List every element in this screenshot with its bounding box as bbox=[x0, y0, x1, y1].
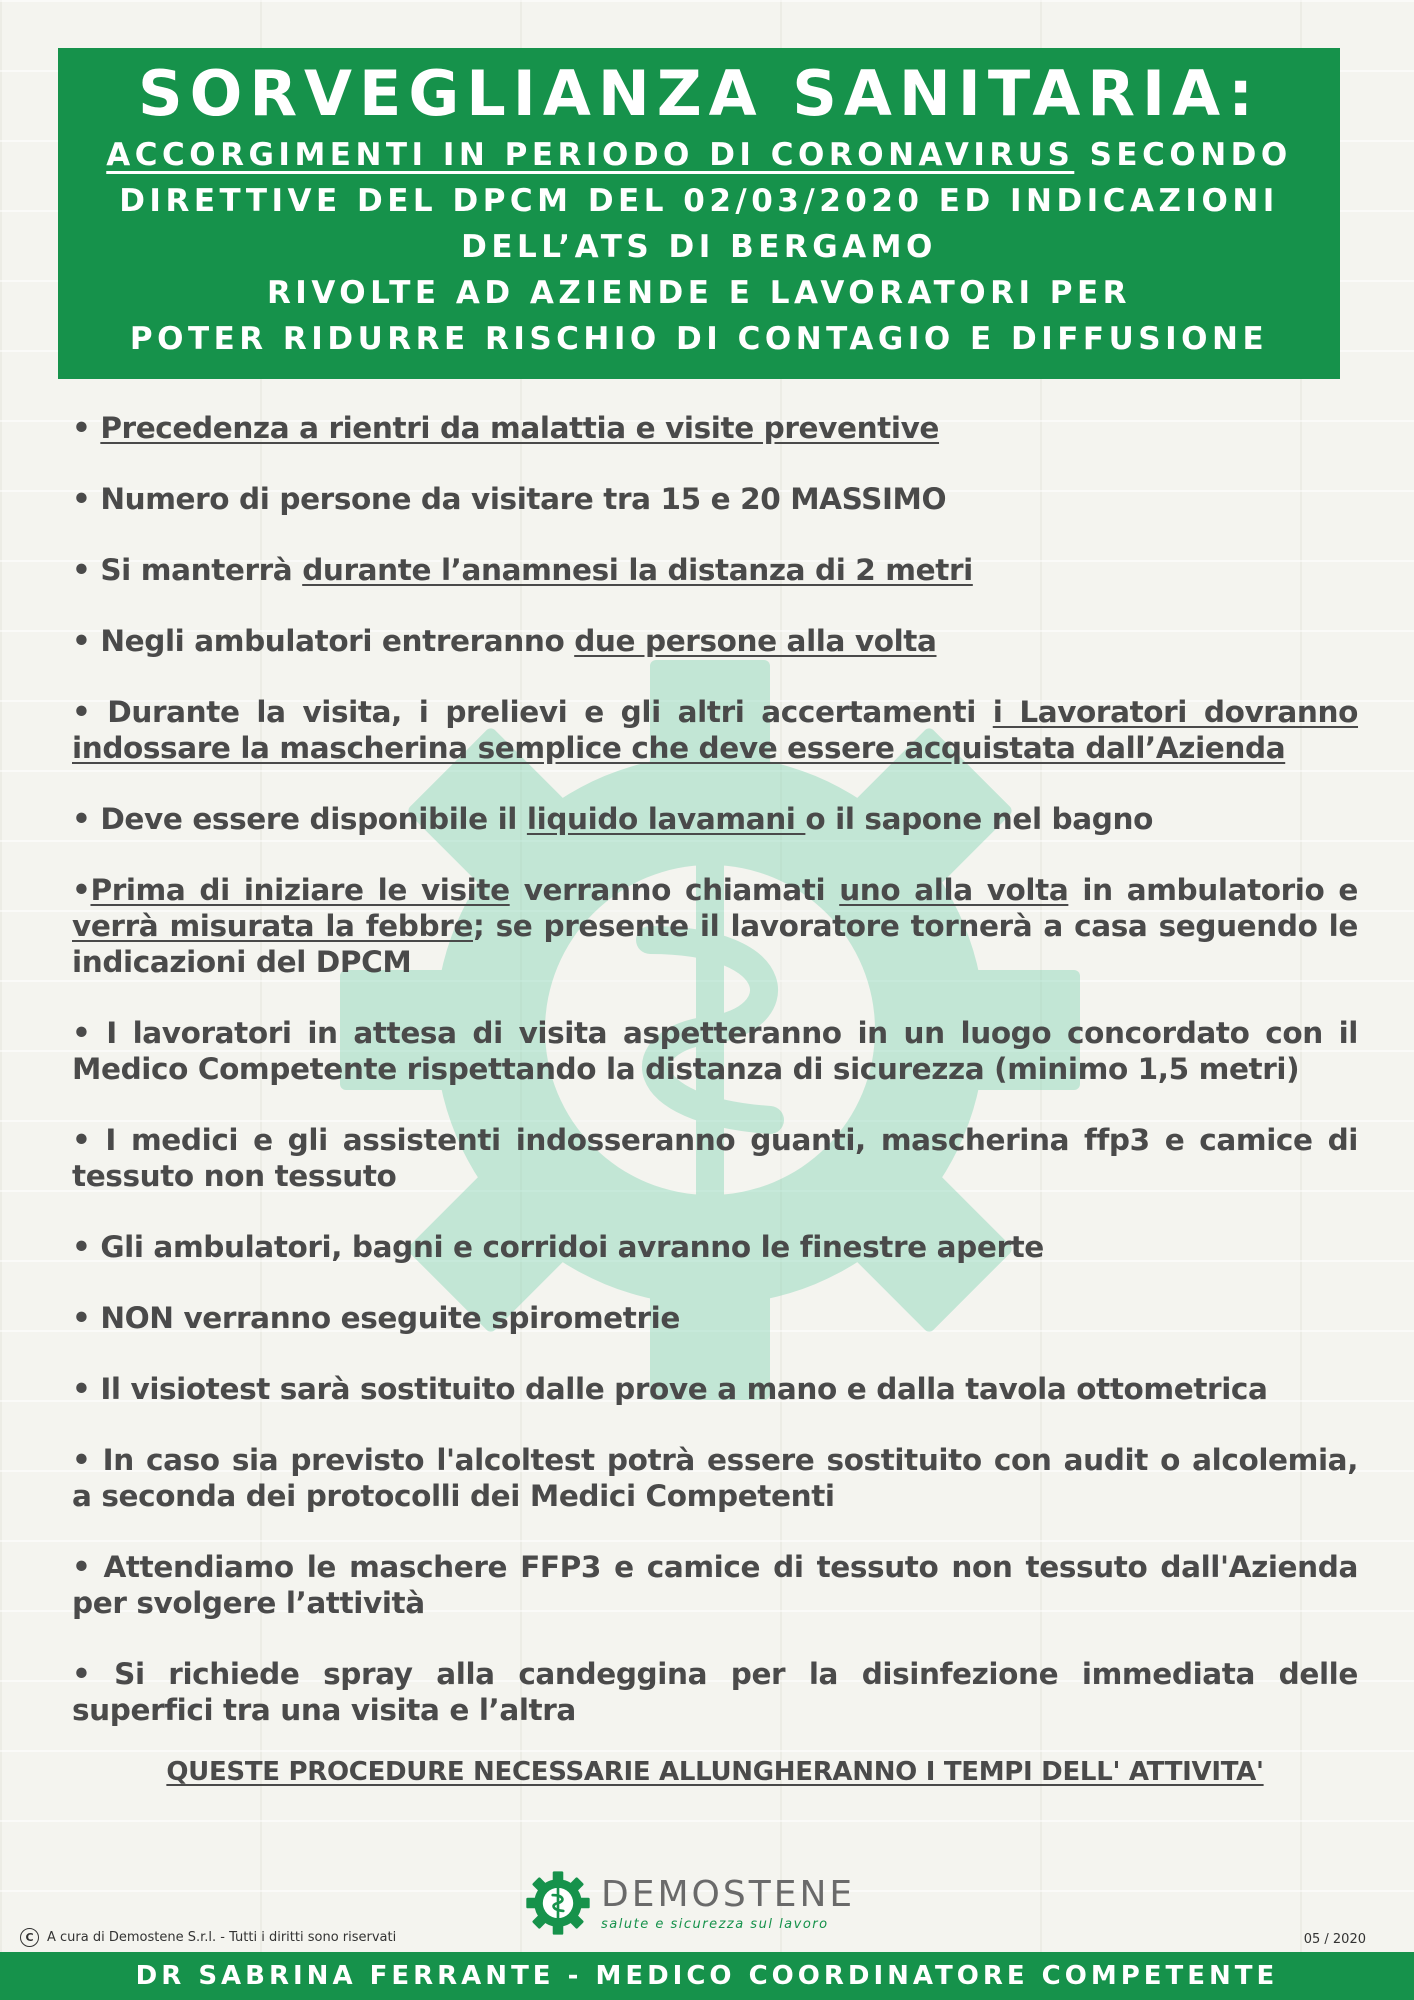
logo-tagline: salute e sicurezza sul lavoro bbox=[601, 1916, 829, 1932]
underlined-text: uno alla volta bbox=[839, 873, 1069, 907]
list-item bbox=[72, 694, 1358, 766]
list-item: • Attendiamo le maschere FFP3 e camice di tessuto non tessuto dall'Azienda per svolgere l’attività bbox=[72, 1550, 1358, 1620]
header-line-5: POTER RIDURRE RISCHIO DI CONTAGIO E DIFFUSIONE bbox=[129, 321, 1269, 357]
item-text: o il sapone nel bagno bbox=[805, 802, 1153, 836]
item-text: • Si manterrà bbox=[72, 553, 303, 587]
procedure-list bbox=[72, 410, 1358, 1763]
page-title: SORVEGLIANZA SANITARIA: bbox=[137, 57, 1261, 130]
item-text: • Deve essere disponibile il bbox=[72, 802, 527, 836]
list-item bbox=[72, 623, 1358, 659]
demostene-logo bbox=[525, 1868, 855, 1938]
item-text: verranno chiamati bbox=[509, 873, 840, 907]
underlined-text: Precedenza a rientri da malattia e visite preventive bbox=[100, 411, 940, 445]
item-text: ; se presente il lavoratore tornerà a casa seguendo le indicazioni del DPCM bbox=[72, 909, 1358, 979]
item-text: • Durante la visita, i prelievi e gli altri accertamenti bbox=[72, 695, 993, 729]
bullet: • bbox=[72, 411, 101, 445]
closing-note: QUESTE PROCEDURE NECESSARIE ALLUNGHERANNO I TEMPI DELL' ATTIVITA' bbox=[166, 1757, 1264, 1787]
list-item: • Gli ambulatori, bagni e corridoi avranno le finestre aperte bbox=[72, 1230, 1044, 1264]
list-item: • Si richiede spray alla candeggina per la disinfezione immediata delle superfici tra una visita e l’altra bbox=[72, 1657, 1358, 1727]
list-item bbox=[72, 801, 1358, 837]
copyright-text: A cura di Demostene S.r.l. - Tutti i diritti sono riservati bbox=[47, 1930, 397, 1945]
list-item bbox=[72, 872, 1358, 980]
underlined-text: due persone alla volta bbox=[574, 624, 937, 658]
header-line-3: DELL’ATS DI BERGAMO bbox=[461, 229, 937, 265]
header-line-1 bbox=[58, 132, 1340, 178]
underlined-text: verrà misurata la febbre bbox=[72, 909, 473, 943]
underlined-text: durante l’anamnesi la distanza di 2 metri bbox=[302, 553, 973, 587]
list-item: • Numero di persone da visitare tra 15 e 20 MASSIMO bbox=[72, 482, 947, 516]
logo-name: DEMOSTENE bbox=[601, 1873, 856, 1915]
underlined-text: i Lavoratori dovranno indossare la mascherina semplice che deve essere acquistata dall’Azienda bbox=[72, 695, 1359, 765]
list-item: • I medici e gli assistenti indosseranno guanti, mascherina ffp3 e camice di tessuto non tessuto bbox=[72, 1123, 1358, 1193]
header-line-2: DIRETTIVE DEL DPCM DEL 02/03/2020 ED INDICAZIONI bbox=[119, 183, 1279, 219]
list-item: • In caso sia previsto l'alcoltest potrà essere sostituito con audit o alcolemia, a seconda dei protocolli dei Medici Competenti bbox=[72, 1443, 1358, 1513]
header-line-1-rest: SECONDO bbox=[1074, 137, 1292, 173]
header-line-1-underlined: ACCORGIMENTI IN PERIODO DI CORONAVIRUS bbox=[106, 137, 1075, 173]
list-item bbox=[72, 552, 1358, 588]
copyright-notice bbox=[20, 1928, 396, 1947]
list-item: • I lavoratori in attesa di visita aspetteranno in un luogo concordato con il Medico Competente rispettando la distanza di sicurezza (minimo 1,5 metri) bbox=[72, 1016, 1358, 1086]
header-banner bbox=[58, 48, 1340, 379]
list-item: • NON verranno eseguite spirometrie bbox=[72, 1301, 680, 1335]
footer-banner: DR SABRINA FERRANTE - MEDICO COORDINATORE COMPETENTE bbox=[0, 1952, 1414, 2000]
item-text: in ambulatorio e bbox=[1068, 873, 1358, 907]
header-line-4: RIVOLTE AD AZIENDE E LAVORATORI PER bbox=[266, 275, 1132, 311]
list-item bbox=[72, 410, 1358, 446]
list-item: • Il visiotest sarà sostituito dalle prove a mano e dalla tavola ottometrica bbox=[72, 1372, 1268, 1406]
item-text: • Negli ambulatori entreranno bbox=[72, 624, 575, 658]
item-text: • bbox=[72, 873, 91, 907]
underlined-text: Prima di iniziare le visite bbox=[90, 873, 510, 907]
issue-date: 05 / 2020 bbox=[1303, 1932, 1366, 1947]
gear-caduceus-icon bbox=[525, 1870, 591, 1936]
underlined-text: liquido lavamani bbox=[526, 802, 806, 836]
copyright-icon: C bbox=[20, 1928, 39, 1947]
